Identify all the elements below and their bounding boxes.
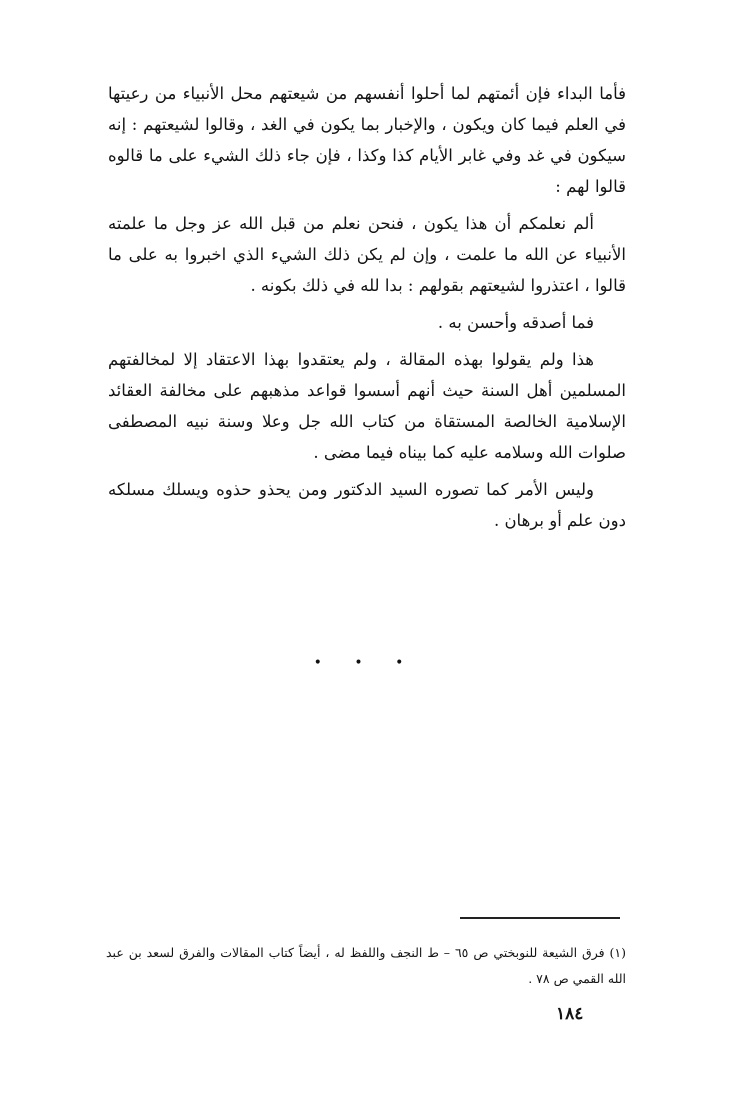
section-separator: • • •	[313, 655, 418, 671]
paragraph-4: هذا ولم يقولوا بهذه المقالة ، ولم يعتقدوا بهذا الاعتقاد إلا لمخالفتهم المسلمين أهل السنة حيث أنهم أسسوا قواعد مذهبهم على مخالفة العقائد الإسلامية الخالصة المستقاة من كتاب الله جل وعلا وسنة نبيه المصطفى صلوات الله وسلامه عليه كما بيناه فيما مضى .	[108, 350, 626, 462]
paragraph-5: وليس الأمر كما تصوره السيد الدكتور ومن يحذو حذوه ويسلك مسلكه دون علم أو برهان .	[108, 480, 626, 530]
footnote: (١) فرق الشيعة للنوبختي ص ٦٥ – ط النجف واللفظ له ، أيضاً كتاب المقالات والفرق لسعد بن عبد الله القمي ص ٧٨ .	[106, 945, 626, 986]
body-text	[108, 78, 626, 542]
footnote-rule	[460, 917, 620, 919]
paragraph-1: فأما البداء فإن أئمتهم لما أحلوا أنفسهم من شيعتهم محل الأنبياء من رعيتها في العلم فيما كان ويكون ، والإخبار بما يكون في الغد ، وقالوا لشيعتهم : إنه سيكون في غد وفي غابر الأيام كذا وكذا ، فإن جاء ذلك الشيء على ما قالوه قالوا لهم :	[108, 84, 626, 196]
paragraph-3: فما أصدقه وأحسن به .	[437, 313, 594, 332]
page-number: ١٨٤	[556, 1004, 584, 1024]
paragraph-2: ألم نعلمكم أن هذا يكون ، فنحن نعلم من قبل الله عز وجل ما علمته الأنبياء عن الله ما علمت ، وإن لم يكن ذلك الشيء الذي اخبروا به على ما قالوا ، اعتذروا لشيعتهم بقولهم : بدا لله في ذلك بكونه .	[108, 214, 626, 295]
